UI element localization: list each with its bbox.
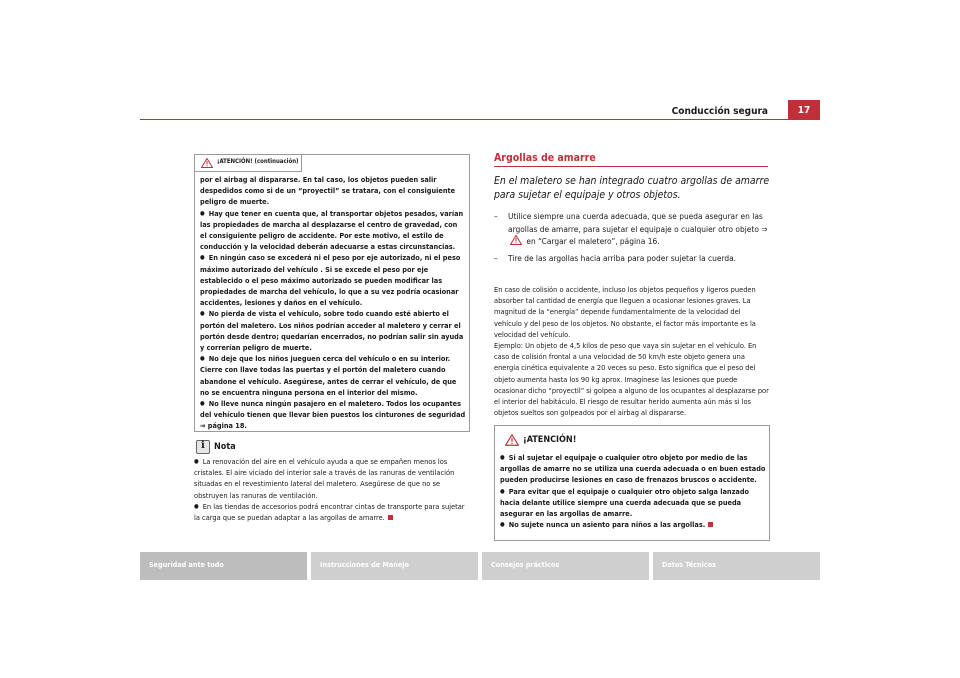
section-rule (494, 166, 768, 167)
nota-item: ● En las tiendas de accesorios podrá encontrar cintas de transporte para sujetar la carga que se puedan adaptar a las argollas de amarre. (194, 501, 472, 523)
warning-bullet: ● Para evitar que el equipaje o cualquier otro objeto salga lanzado hacia delante utilice siempre una cuerda adecuada que se pueda asegurar en las argollas de amarre. (500, 486, 766, 520)
warning-heading-tab (195, 155, 302, 172)
warning-bullet: ● Hay que tener en cuenta que, al transportar objetos pesados, varían las propiedades de marcha al desplazarse el centro de gravedad, con el consiguiente peligro de accidente. Por este motivo, el estilo de conducción y la velocidad deberán adecuarse a estas circunstancias. (200, 208, 466, 253)
nota-title: Nota (214, 442, 236, 452)
instruction-step: – Tire de las argollas hacia arriba para poder sujetar la cuerda. (494, 252, 737, 263)
warning-bullet: ● No sujete nunca un asiento para niños a las argollas. (500, 519, 766, 530)
section-end-marker (388, 515, 393, 520)
body-paragraph: En caso de colisión o accidente, incluso los objetos pequeños y ligeros pueden absorber tal cantidad de energía que lleguen a ocasionar lesiones graves. La magnitud de la “energía” depende fundamentalmente de la velocidad del vehículo y del peso de los objetos. No obstante, el factor más importante es la velocidad del vehículo. (494, 285, 756, 339)
running-header-title: Conducción segura (671, 106, 768, 117)
info-note-icon: i (196, 440, 210, 454)
warning-body (500, 452, 766, 530)
step-dash: – (494, 252, 498, 263)
footer-tab-instrucciones[interactable]: Instrucciones de Manejo (311, 552, 478, 580)
footer-tab-datos[interactable]: Datos Técnicos (653, 552, 820, 580)
warning-triangle-icon (201, 158, 213, 168)
footer-tab-seguridad[interactable]: Seguridad ante todo (140, 552, 307, 580)
instruction-steps (494, 210, 770, 268)
warning-bullet: ● No deje que los niños jueguen cerca del vehículo o en su interior. Cierre con llave todas las puertas y el portón del maletero cuando abandone el vehículo. Asegúrese, antes de cerrar el vehículo, de que no se encuentra ninguna persona en el interior del mismo. (200, 353, 466, 398)
body-paragraph: Ejemplo: Un objeto de 4,5 kilos de peso que vaya sin sujetar en el vehículo. En caso de colisión frontal a una velocidad de 50 km/h este objeto genera una energía cinética equivalente a 20 veces su peso. Esto significa que el peso del objeto aumenta hasta los 90 kg aprox. Imagínese las lesiones que puede ocasionar dicho “proyectil” si golpea a alguno de los ocupantes al desplazarse por el interior del habitáculo. El riesgo de resultar herido aumenta aún más si los objetos sueltos son golpeados por el airbag al dispararse. (494, 341, 769, 418)
warning-heading: ¡ATENCIÓN! (continuación) (217, 158, 299, 165)
section-end-marker (708, 522, 713, 527)
nota-body (194, 456, 472, 523)
warning-bullet: ● Si al sujetar el equipaje o cualquier otro objeto por medio de las argollas de amarre no se utiliza una cuerda adecuada o en buen estado pueden producirse lesiones en caso de frenazos bruscos o accidente. (500, 452, 766, 486)
section-title: Argollas de amarre (494, 152, 596, 164)
warning-triangle-icon (510, 235, 522, 245)
section-intro: En el maletero se han integrado cuatro argollas de amarre para sujetar el equipaje y otros objetos. (494, 175, 770, 201)
warning-bullet: ● No lleve nunca ningún pasajero en el maletero. Todos los ocupantes del vehículo tienen que llevar bien puestos los cinturones de seguridad (200, 398, 466, 420)
step-dash: – (494, 211, 498, 221)
footer-tab-consejos[interactable]: Consejos prácticos (482, 552, 649, 580)
footer-nav (140, 552, 820, 580)
header-rule (140, 119, 820, 120)
instruction-step: – Utilice siempre una cuerda adecuada, que se pueda asegurar en las argollas de amarre, para sujetar el equipaje o cualquier otro objeto ⇒ en “Cargar el maletero”, página 16. (494, 211, 768, 246)
page-number: 17 (788, 100, 820, 120)
warning-heading: ¡ATENCIÓN! (523, 435, 577, 445)
warning-paragraph: por el airbag al dispararse. En tal caso, los objetos pueden salir despedidos como si de un “proyectil” se tratara, con el consiguiente peligro de muerte. (200, 175, 456, 207)
page-reference-link[interactable]: ⇒ página 18. (200, 421, 247, 431)
warning-bullet: ● No pierda de vista el vehículo, sobre todo cuando esté abierto el portón del maletero. Los niños podrían acceder al maletero y cerrar el portón desde dentro; quedarían encerrados, no podrían salir sin ayuda y correrían peligro de muerte. (200, 308, 466, 353)
warning-triangle-icon (505, 434, 519, 446)
warning-bullet: ● En ningún caso se excederá ni el peso por eje autorizado, ni el peso máximo autorizado del vehículo . Si se excede el peso por eje establecido o el peso máximo autorizado se pueden modificar las propiedades de marcha del vehículo, lo que a su vez podría ocasionar accidentes, lesiones y daños en el vehículo. (200, 252, 466, 308)
page-reference-link[interactable]: en “Cargar el maletero”, página 16. (526, 236, 660, 246)
warning-box (494, 425, 770, 541)
warning-box-continued (194, 154, 470, 432)
nota-item: ● La renovación del aire en el vehículo ayuda a que se empañen menos los cristales. El aire viciado del interior sale a través de las ranuras de ventilación situadas en el revestimiento lateral del maletero. Asegúrese de que no se obstruyen las ranuras de ventilación. (194, 456, 472, 501)
warning-body (200, 174, 466, 432)
